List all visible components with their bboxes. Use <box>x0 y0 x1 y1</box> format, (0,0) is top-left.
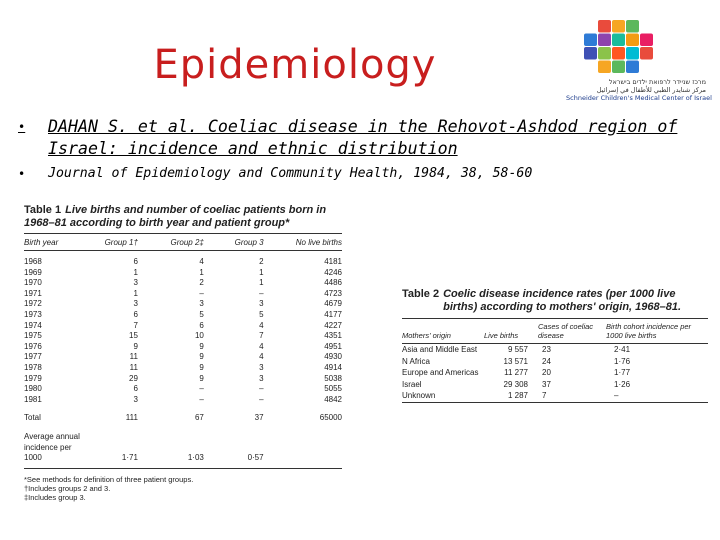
table-row <box>402 367 708 379</box>
table-row <box>24 374 342 385</box>
table-cell: 5 <box>199 309 204 319</box>
table-cell: 1·71 <box>121 453 138 463</box>
table-cell: 4227 <box>324 320 342 330</box>
puzzle-piece <box>612 61 625 74</box>
table-cell: 2 <box>259 257 264 266</box>
table-cell: 3 <box>133 394 138 404</box>
puzzle-piece <box>584 47 597 60</box>
table-cell: 1977 <box>24 352 42 362</box>
table-cell: 6 <box>133 257 138 266</box>
table-cell: – <box>259 394 264 404</box>
table-cell: 9 <box>199 362 204 372</box>
logo-arabic-line: مركز شنايدر الطبي للأطفال في إسرائيل <box>596 86 706 94</box>
table-cell: 6 <box>133 384 138 394</box>
table-cell: 23 <box>542 345 551 354</box>
table-cell: 1974 <box>24 320 42 330</box>
table-cell: 4486 <box>324 278 342 288</box>
table-cell: 67 <box>194 413 204 423</box>
table-cell: 4 <box>259 341 264 351</box>
table-cell: 37 <box>542 379 551 389</box>
table-cell: 3 <box>199 299 204 309</box>
table-cell: – <box>199 394 204 404</box>
table-cell: 4951 <box>324 341 342 351</box>
table-cell: 1·03 <box>187 453 204 463</box>
puzzle-piece <box>598 34 611 47</box>
table-cell: 37 <box>254 413 264 423</box>
table-cell: – <box>199 288 204 298</box>
puzzle-piece <box>640 34 653 47</box>
column-header: Birth year <box>24 238 59 247</box>
table-cell: 4930 <box>324 352 342 362</box>
table-cell: – <box>614 391 619 400</box>
table-cell: 11 <box>129 362 138 372</box>
table-cell: 3 <box>259 373 264 383</box>
table-1-grid <box>24 233 342 469</box>
table-cell: 4351 <box>324 331 342 341</box>
table-cell: 1 <box>133 267 138 277</box>
table-cell: 5038 <box>324 373 342 383</box>
table-cell: 1·26 <box>614 379 631 389</box>
footnote: *See methods for definition of three patient groups. <box>24 474 194 484</box>
puzzle-piece <box>612 47 625 60</box>
table-cell: 2·41 <box>614 345 631 354</box>
puzzle-piece <box>584 34 597 47</box>
page-title: Epidemiology <box>153 42 437 88</box>
footnote: ‡Includes group 3. <box>24 492 86 502</box>
table-cell: 15 <box>129 331 138 341</box>
table-cell: Asia and Middle East <box>402 345 478 354</box>
table-cell: 1 <box>199 267 204 277</box>
logo-english-line: Schneider Children's Medical Center of Israel <box>566 94 712 102</box>
table-cell: Average annual incidence per 1000 <box>24 431 80 463</box>
table-cell: 9 557 <box>507 345 528 354</box>
reference-list <box>18 116 708 184</box>
table-cell: 11 277 <box>504 368 528 377</box>
table-cell: 1968 <box>24 257 42 266</box>
column-header: Group 1† <box>104 238 138 247</box>
puzzle-piece <box>598 61 611 74</box>
table-1-caption-text: Live births and number of coeliac patients born in 1968–81 according to birth year and patient group* <box>24 204 327 229</box>
table-cell: 7 <box>259 331 264 341</box>
table-cell: 6 <box>199 320 204 330</box>
puzzle-piece <box>598 47 611 60</box>
table-cell: 1975 <box>24 331 42 341</box>
table-cell: 1970 <box>24 278 42 288</box>
puzzle-piece <box>626 61 639 74</box>
bullet-marker: • <box>18 120 26 134</box>
table-cell: Unknown <box>402 391 436 400</box>
column-header: Mothers' origin <box>402 331 451 340</box>
puzzle-logo-icon <box>582 18 656 76</box>
table-cell: – <box>199 384 204 394</box>
table-row <box>24 352 342 363</box>
table-cell: 1972 <box>24 299 42 309</box>
table-cell: 4177 <box>324 309 342 319</box>
table-2-grid <box>402 318 708 403</box>
table-cell: 3 <box>133 299 138 309</box>
table-row <box>24 299 342 310</box>
table-row <box>402 356 708 368</box>
column-header: Group 2‡ <box>170 238 204 247</box>
table-cell: 4 <box>259 320 264 330</box>
table-cell: 10 <box>194 331 204 341</box>
puzzle-piece <box>612 20 625 33</box>
table-cell: 1 <box>259 278 264 288</box>
table-row <box>402 344 708 356</box>
table-cell: 9 <box>199 341 204 351</box>
column-header: Birth cohort incidence per 1000 live births <box>606 322 692 340</box>
table-cell: 3 <box>133 278 138 288</box>
citation-text: DAHAN S. et al. Coeliac disease in the Rehovot-Ashdod region of Israel: incidence and ethnic distribution <box>48 117 678 158</box>
table-1 <box>24 204 342 502</box>
table-1-caption <box>24 204 342 230</box>
table-cell: 1978 <box>24 362 42 372</box>
table-2 <box>402 288 708 403</box>
puzzle-piece <box>640 47 653 60</box>
table-cell: 5055 <box>324 384 342 394</box>
reference-citation <box>18 116 708 160</box>
table-row <box>24 310 342 321</box>
table-row <box>24 331 342 342</box>
table-cell: 65000 <box>319 413 342 423</box>
puzzle-piece <box>626 20 639 33</box>
table-row <box>24 278 342 289</box>
table-row <box>24 268 342 279</box>
table-row <box>24 395 342 406</box>
footnote: †Includes groups 2 and 3. <box>24 483 111 493</box>
table-cell: Israel <box>402 379 422 389</box>
table-2-caption-text: Coelic disease incidence rates (per 1000 live births) according to mothers' origin, 1968–81. <box>443 288 682 313</box>
table-cell: 0·57 <box>247 453 264 463</box>
table-cell: 4 <box>259 352 264 362</box>
puzzle-piece <box>598 20 611 33</box>
table-row <box>402 390 708 402</box>
table-cell: 1·76 <box>614 356 631 366</box>
table-cell: 24 <box>542 356 551 366</box>
table-cell: 4679 <box>324 299 342 309</box>
puzzle-piece <box>612 34 625 47</box>
table-row <box>24 342 342 353</box>
table-cell: 4723 <box>324 288 342 298</box>
table-cell: 111 <box>125 413 138 423</box>
journal-text: Journal of Epidemiology and Community Health, 1984, 38, 58-60 <box>48 166 533 181</box>
table-cell: – <box>259 288 264 298</box>
table-cell: 4246 <box>324 267 342 277</box>
table-cell: 29 308 <box>503 379 528 389</box>
table-cell <box>278 432 342 468</box>
table-1-footnotes <box>24 475 342 502</box>
bullet-marker: • <box>18 167 26 181</box>
reference-journal <box>18 164 708 184</box>
table-cell: 13 571 <box>503 356 528 366</box>
table-cell: Europe and Americas <box>402 368 479 377</box>
table-cell: 1969 <box>24 267 42 277</box>
table-cell: N Africa <box>402 356 431 366</box>
table-row <box>24 257 342 268</box>
table-cell: – <box>259 384 264 394</box>
table-cell: 1 287 <box>507 391 528 400</box>
table-cell: 9 <box>133 341 138 351</box>
table-2-label: Table 2 <box>402 288 440 300</box>
table-cell: 1979 <box>24 373 42 383</box>
table-cell: 4181 <box>324 257 342 266</box>
table-2-caption <box>402 288 708 314</box>
table-cell: 1976 <box>24 341 42 351</box>
table-cell: 4 <box>199 257 204 266</box>
table-cell: 5 <box>259 309 264 319</box>
table-row <box>24 363 342 374</box>
puzzle-piece <box>626 47 639 60</box>
table-row <box>24 384 342 395</box>
table-cell: 2 <box>199 278 204 288</box>
table-cell: Total <box>24 413 41 423</box>
table-cell: 20 <box>542 368 551 377</box>
table-cell: 1981 <box>24 394 42 404</box>
column-header: Group 3 <box>234 238 264 247</box>
column-header: Cases of coeliac disease <box>538 322 594 340</box>
table-cell: 1973 <box>24 309 42 319</box>
table-row <box>24 321 342 332</box>
hospital-logo <box>566 18 712 110</box>
table-cell: 6 <box>133 309 138 319</box>
puzzle-piece <box>626 34 639 47</box>
table-cell: 29 <box>129 373 138 383</box>
table-cell: 9 <box>199 352 204 362</box>
table-row <box>402 379 708 391</box>
table-cell: 1·77 <box>614 368 631 377</box>
column-header: Live births <box>484 331 519 340</box>
table-cell: 7 <box>542 391 547 400</box>
table-cell: 4842 <box>324 394 342 404</box>
table-cell: 9 <box>199 373 204 383</box>
table-cell: 1 <box>259 267 264 277</box>
table-cell: 1980 <box>24 384 42 394</box>
table-row <box>24 289 342 300</box>
table-cell: 7 <box>133 320 138 330</box>
table-row-average <box>24 432 342 468</box>
table-cell: 3 <box>259 362 264 372</box>
table-row-total <box>24 405 342 432</box>
table-cell: 11 <box>129 352 138 362</box>
column-header: No live births <box>295 238 342 247</box>
table-cell: 4914 <box>324 362 342 372</box>
table-cell: 1971 <box>24 288 42 298</box>
table-cell: 3 <box>259 299 264 309</box>
table-cell: 1 <box>133 288 138 298</box>
table-1-label: Table 1 <box>24 204 62 216</box>
logo-hebrew-line: מרכז שניידר לרפואת ילדים בישראל <box>608 78 706 86</box>
